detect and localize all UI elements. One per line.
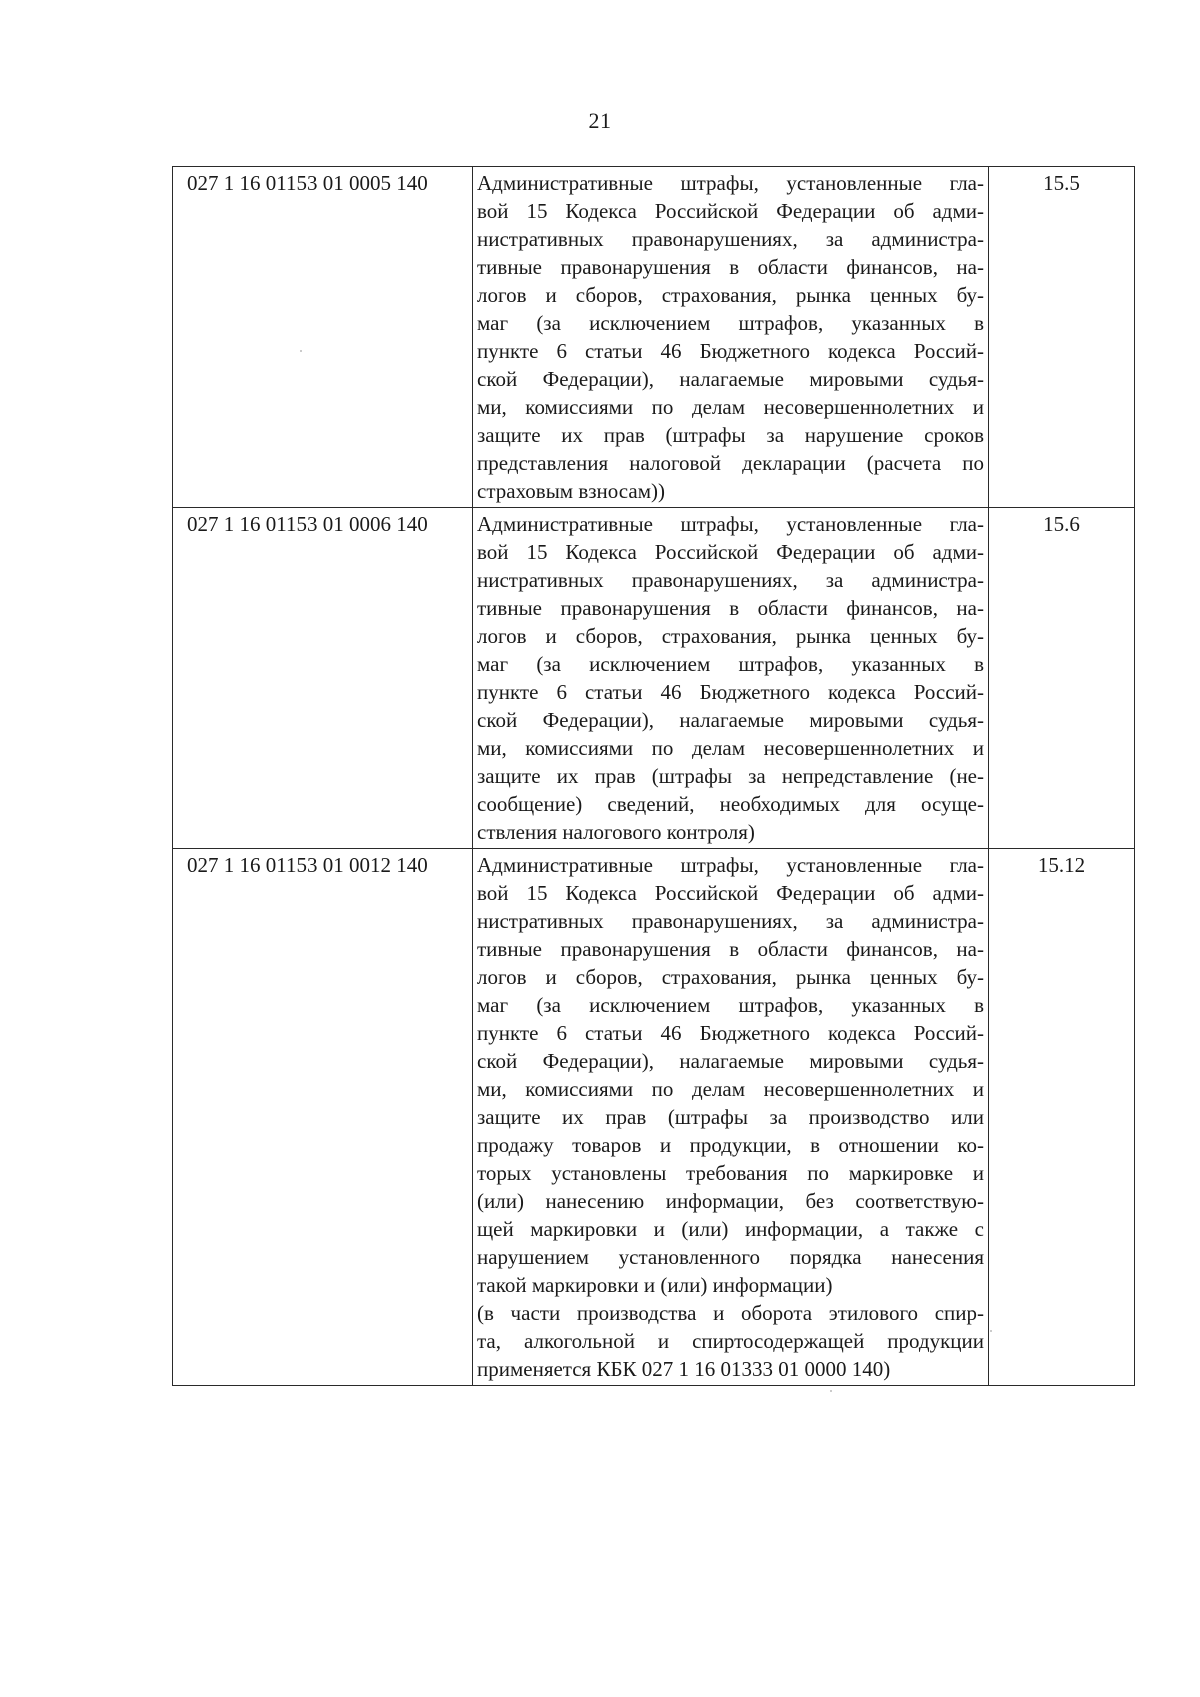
description-line: логов и сборов, страхования, рынка ценных бу-	[477, 283, 984, 307]
description-line: продажу товаров и продукции, в отношении ко-	[477, 1133, 984, 1157]
description-line: ми, комиссиями по делам несовершеннолетних и	[477, 1077, 984, 1101]
description-line: ствления налогового контроля)	[477, 820, 755, 844]
description-line: Административные штрафы, установленные гла-	[477, 853, 984, 877]
description-line: нистративных правонарушениях, за администра-	[477, 909, 984, 933]
scan-speck	[830, 1390, 832, 1392]
description-line: логов и сборов, страхования, рынка ценных бу-	[477, 965, 984, 989]
description-cell	[473, 849, 989, 1386]
description-line: пункте 6 статьи 46 Бюджетного кодекса Россий-	[477, 1021, 984, 1045]
description-line: вой 15 Кодекса Российской Федерации об адми-	[477, 881, 984, 905]
description-cell	[473, 167, 989, 508]
description-line: применяется КБК 027 1 16 01333 01 0000 140)	[477, 1357, 891, 1381]
kbk-code-cell: 027 1 16 01153 01 0006 140	[173, 508, 473, 849]
description-line: щей маркировки и (или) информации, а также с	[477, 1217, 984, 1241]
description-line: ми, комиссиями по делам несовершеннолетних и	[477, 736, 984, 760]
description-line: тивные правонарушения в области финансов, на-	[477, 937, 984, 961]
article-cell: 15.6	[989, 508, 1135, 849]
article-cell: 15.12	[989, 849, 1135, 1386]
description-line: логов и сборов, страхования, рынка ценных бу-	[477, 624, 984, 648]
description-line: пункте 6 статьи 46 Бюджетного кодекса Россий-	[477, 680, 984, 704]
description-line: нистративных правонарушениях, за администра-	[477, 227, 984, 251]
kbk-code-cell: 027 1 16 01153 01 0005 140	[173, 167, 473, 508]
description-line: защите их прав (штрафы за непредставление (не-	[477, 764, 984, 788]
description-line: нистративных правонарушениях, за администра-	[477, 568, 984, 592]
description-line: тивные правонарушения в области финансов, на-	[477, 596, 984, 620]
page-number: 21	[588, 108, 612, 133]
description-line: маг (за исключением штрафов, указанных в	[477, 652, 984, 676]
description-line: (в части производства и оборота этилового спир-	[477, 1301, 984, 1325]
description-line: защите их прав (штрафы за нарушение сроков	[477, 423, 984, 447]
description-line: Административные штрафы, установленные гла-	[477, 512, 984, 536]
description-line: та, алкогольной и спиртосодержащей продукции	[477, 1329, 984, 1353]
description-line: вой 15 Кодекса Российской Федерации об адми-	[477, 540, 984, 564]
description-line: пункте 6 статьи 46 Бюджетного кодекса Россий-	[477, 339, 984, 363]
description-line: ми, комиссиями по делам несовершеннолетних и	[477, 395, 984, 419]
description-line: представления налоговой декларации (расчета по	[477, 451, 984, 475]
description-line: вой 15 Кодекса Российской Федерации об адми-	[477, 199, 984, 223]
description-line: ской Федерации), налагаемые мировыми судья-	[477, 1049, 984, 1073]
description-line: маг (за исключением штрафов, указанных в	[477, 993, 984, 1017]
kbk-code-cell: 027 1 16 01153 01 0012 140	[173, 849, 473, 1386]
description-line: (или) нанесению информации, без соответствую-	[477, 1189, 984, 1213]
scan-speck	[300, 350, 302, 352]
table-row	[173, 849, 1135, 1386]
description-line: Административные штрафы, установленные гла-	[477, 171, 984, 195]
description-line: ской Федерации), налагаемые мировыми судья-	[477, 708, 984, 732]
description-line: сообщение) сведений, необходимых для осуще-	[477, 792, 984, 816]
description-line: тивные правонарушения в области финансов, на-	[477, 255, 984, 279]
description-cell	[473, 508, 989, 849]
table-row	[173, 167, 1135, 508]
scan-speck	[990, 1330, 992, 1332]
article-cell: 15.5	[989, 167, 1135, 508]
description-line: торых установлены требования по маркировке и	[477, 1161, 984, 1185]
budget-codes-table	[172, 166, 1135, 1386]
table-row	[173, 508, 1135, 849]
description-line: страховым взносам))	[477, 479, 665, 503]
description-line: такой маркировки и (или) информации)	[477, 1273, 833, 1297]
description-line: ской Федерации), налагаемые мировыми судья-	[477, 367, 984, 391]
description-line: маг (за исключением штрафов, указанных в	[477, 311, 984, 335]
description-line: защите их прав (штрафы за производство или	[477, 1105, 984, 1129]
description-line: нарушением установленного порядка нанесения	[477, 1245, 984, 1269]
